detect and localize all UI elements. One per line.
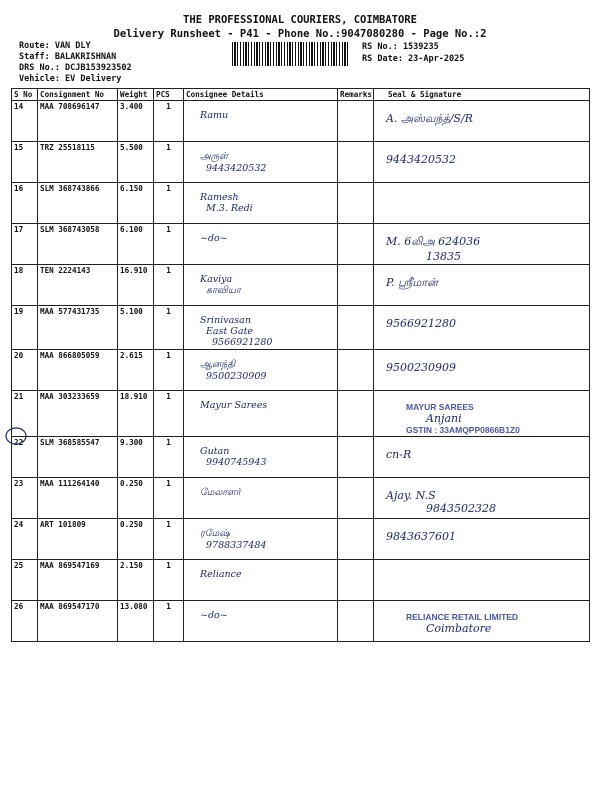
- remarks-cell: [338, 306, 374, 350]
- pcs-cell: 1: [154, 101, 184, 142]
- consignee-cell: [184, 437, 338, 478]
- pcs-cell: 1: [154, 183, 184, 224]
- consignment-cell: MAA 869547170: [38, 601, 118, 642]
- pcs-cell: 1: [154, 519, 184, 560]
- rs-number: RS No.: 1539235: [362, 42, 439, 52]
- consignment-cell: TRZ 25518115: [38, 142, 118, 183]
- consignee-cell: [184, 101, 338, 142]
- pcs-cell: 1: [154, 437, 184, 478]
- consignee-handwriting: 9940745943: [206, 457, 267, 468]
- signature-cell: [374, 142, 590, 183]
- consignment-cell: MAA 866805059: [38, 350, 118, 391]
- route-label: Route: VAN DLY: [19, 41, 91, 51]
- consignment-cell: SLM 368743058: [38, 224, 118, 265]
- sno-cell: 22: [12, 437, 38, 478]
- pcs-cell: 1: [154, 601, 184, 642]
- col-remarks: Remarks: [338, 89, 374, 101]
- consignee-handwriting: 9788337484: [206, 540, 267, 551]
- consignee-handwriting: 9443420532: [206, 163, 267, 174]
- table-row: [12, 350, 590, 391]
- remarks-cell: [338, 101, 374, 142]
- pcs-cell: 1: [154, 265, 184, 306]
- table-row: [12, 437, 590, 478]
- col-weight: Weight: [118, 89, 154, 101]
- signature-handwriting: 9566921280: [386, 317, 456, 330]
- signature-cell: [374, 437, 590, 478]
- signature-handwriting: Ajay. N.S: [386, 489, 436, 502]
- table-row: [12, 478, 590, 519]
- consignee-handwriting: ~do~: [200, 610, 228, 621]
- consignee-handwriting: Gutan: [200, 446, 230, 457]
- remarks-cell: [338, 437, 374, 478]
- col-pcs: PCS: [154, 89, 184, 101]
- consignment-cell: MAA 869547169: [38, 560, 118, 601]
- pcs-cell: 1: [154, 391, 184, 437]
- consignee-handwriting: East Gate: [206, 326, 254, 337]
- weight-cell: 2.150: [118, 560, 154, 601]
- signature-handwriting: 9500230909: [386, 361, 456, 374]
- signature-handwriting: 9843637601: [386, 530, 456, 543]
- weight-cell: 5.100: [118, 306, 154, 350]
- signature-cell: [374, 391, 590, 437]
- weight-cell: 3.400: [118, 101, 154, 142]
- remarks-cell: [338, 519, 374, 560]
- sno-cell: 15: [12, 142, 38, 183]
- signature-cell: [374, 601, 590, 642]
- weight-cell: 16.910: [118, 265, 154, 306]
- circle-mark-22: [4, 426, 28, 446]
- weight-cell: 13.080: [118, 601, 154, 642]
- consignee-cell: [184, 519, 338, 560]
- sno-cell: 20: [12, 350, 38, 391]
- consignment-cell: MAA 111264140: [38, 478, 118, 519]
- consignee-cell: [184, 601, 338, 642]
- table-row: [12, 560, 590, 601]
- table-row: [12, 101, 590, 142]
- remarks-cell: [338, 560, 374, 601]
- consignee-handwriting: ஆனந்தி: [200, 359, 236, 370]
- signature-handwriting: A. அஸ்வந்த்/S/R: [386, 112, 473, 125]
- table-row: [12, 183, 590, 224]
- signature-cell: [374, 478, 590, 519]
- col-consignee: Consignee Details: [184, 89, 338, 101]
- consignee-cell: [184, 142, 338, 183]
- table-row: [12, 142, 590, 183]
- vehicle-label: Vehicle: EV Delivery: [19, 74, 122, 84]
- sno-cell: 24: [12, 519, 38, 560]
- remarks-cell: [338, 478, 374, 519]
- remarks-cell: [338, 350, 374, 391]
- sno-cell: 17: [12, 224, 38, 265]
- consignee-cell: [184, 478, 338, 519]
- pcs-cell: 1: [154, 478, 184, 519]
- signature-handwriting: 13835: [426, 250, 461, 263]
- table-row: [12, 224, 590, 265]
- signature-cell: [374, 224, 590, 265]
- consignment-cell: TEN 2224143: [38, 265, 118, 306]
- consignee-cell: [184, 350, 338, 391]
- signature-handwriting: 9443420532: [386, 153, 456, 166]
- table-row: [12, 601, 590, 642]
- sno-cell: 23: [12, 478, 38, 519]
- sno-cell: 18: [12, 265, 38, 306]
- weight-cell: 6.100: [118, 224, 154, 265]
- weight-cell: 2.615: [118, 350, 154, 391]
- rs-date: RS Date: 23-Apr-2025: [362, 54, 465, 64]
- consignee-handwriting: Ramu: [200, 110, 229, 121]
- consignee-handwriting: M.3. Redi: [206, 203, 253, 214]
- signature-cell: [374, 306, 590, 350]
- consignee-cell: [184, 224, 338, 265]
- signature-cell: [374, 560, 590, 601]
- remarks-cell: [338, 142, 374, 183]
- col-signature: Seal & Signature: [374, 89, 590, 101]
- signature-cell: [374, 183, 590, 224]
- sno-cell: 16: [12, 183, 38, 224]
- col-consignment: Consignment No: [38, 89, 118, 101]
- company-title: THE PROFESSIONAL COURIERS, COIMBATORE: [183, 14, 417, 26]
- consignee-handwriting: Mayur Sarees: [200, 400, 268, 411]
- weight-cell: 5.500: [118, 142, 154, 183]
- sno-cell: 19: [12, 306, 38, 350]
- pcs-cell: 1: [154, 142, 184, 183]
- consignee-cell: [184, 183, 338, 224]
- table-row: [12, 306, 590, 350]
- signature-handwriting: cn-R: [386, 448, 412, 461]
- consignment-cell: SLM 368585547: [38, 437, 118, 478]
- seal-stamp: GSTIN : 33AMQPP0866B1Z0: [406, 425, 520, 435]
- consignee-handwriting: 9566921280: [212, 337, 273, 348]
- consignee-handwriting: Srinivasan: [200, 315, 251, 326]
- sno-cell: 21: [12, 391, 38, 437]
- pcs-cell: 1: [154, 224, 184, 265]
- consignee-handwriting: ரமேஷ்: [200, 528, 230, 539]
- consignee-handwriting: Kaviya: [200, 274, 233, 285]
- signature-handwriting: M. 6லிஅ 624036: [386, 235, 481, 248]
- sno-cell: 14: [12, 101, 38, 142]
- seal-stamp: MAYUR SAREES: [406, 402, 474, 412]
- weight-cell: 0.250: [118, 478, 154, 519]
- consignee-handwriting: Reliance: [200, 569, 242, 580]
- sno-cell: 26: [12, 601, 38, 642]
- signature-cell: [374, 519, 590, 560]
- consignee-handwriting: காவியா: [206, 285, 241, 296]
- table-row: [12, 265, 590, 306]
- consignee-handwriting: Ramesh: [200, 192, 239, 203]
- weight-cell: 18.910: [118, 391, 154, 437]
- consignee-cell: [184, 265, 338, 306]
- signature-handwriting: 9843502328: [426, 502, 496, 515]
- consignment-cell: MAA 708696147: [38, 101, 118, 142]
- table-row: [12, 519, 590, 560]
- signature-handwriting: Coimbatore: [426, 622, 492, 635]
- col-sno: S No: [12, 89, 38, 101]
- weight-cell: 6.150: [118, 183, 154, 224]
- consignment-cell: SLM 368743866: [38, 183, 118, 224]
- consignee-cell: [184, 560, 338, 601]
- signature-handwriting: Anjani: [426, 412, 462, 425]
- remarks-cell: [338, 224, 374, 265]
- consignee-handwriting: 9500230909: [206, 371, 267, 382]
- signature-cell: [374, 101, 590, 142]
- consignee-cell: [184, 306, 338, 350]
- pcs-cell: 1: [154, 306, 184, 350]
- consignment-cell: MAA 303233659: [38, 391, 118, 437]
- consignee-handwriting: அருள்: [200, 151, 228, 162]
- weight-cell: 9.300: [118, 437, 154, 478]
- consignee-handwriting: மேலாளர்: [200, 487, 241, 498]
- table-header-row: [12, 89, 590, 101]
- remarks-cell: [338, 265, 374, 306]
- pcs-cell: 1: [154, 350, 184, 391]
- seal-stamp: RELIANCE RETAIL LIMITED: [406, 612, 519, 622]
- staff-label: Staff: BALAKRISHNAN: [19, 52, 117, 62]
- consignee-handwriting: ~do~: [200, 233, 228, 244]
- runsheet-subtitle: Delivery Runsheet - P41 - Phone No.:9047080280 - Page No.:2: [113, 28, 487, 40]
- remarks-cell: [338, 183, 374, 224]
- signature-handwriting: P. ஸ்ரீமான்: [386, 276, 438, 289]
- pcs-cell: 1: [154, 560, 184, 601]
- consignee-cell: [184, 391, 338, 437]
- drs-number: DRS No.: DCJB153923502: [19, 63, 132, 73]
- remarks-cell: [338, 391, 374, 437]
- consignment-cell: ART 101809: [38, 519, 118, 560]
- table-row: [12, 391, 590, 437]
- barcode: [232, 42, 350, 66]
- runsheet-table: [11, 88, 590, 642]
- consignment-cell: MAA 577431735: [38, 306, 118, 350]
- weight-cell: 0.250: [118, 519, 154, 560]
- remarks-cell: [338, 601, 374, 642]
- signature-cell: [374, 350, 590, 391]
- sno-cell: 25: [12, 560, 38, 601]
- signature-cell: [374, 265, 590, 306]
